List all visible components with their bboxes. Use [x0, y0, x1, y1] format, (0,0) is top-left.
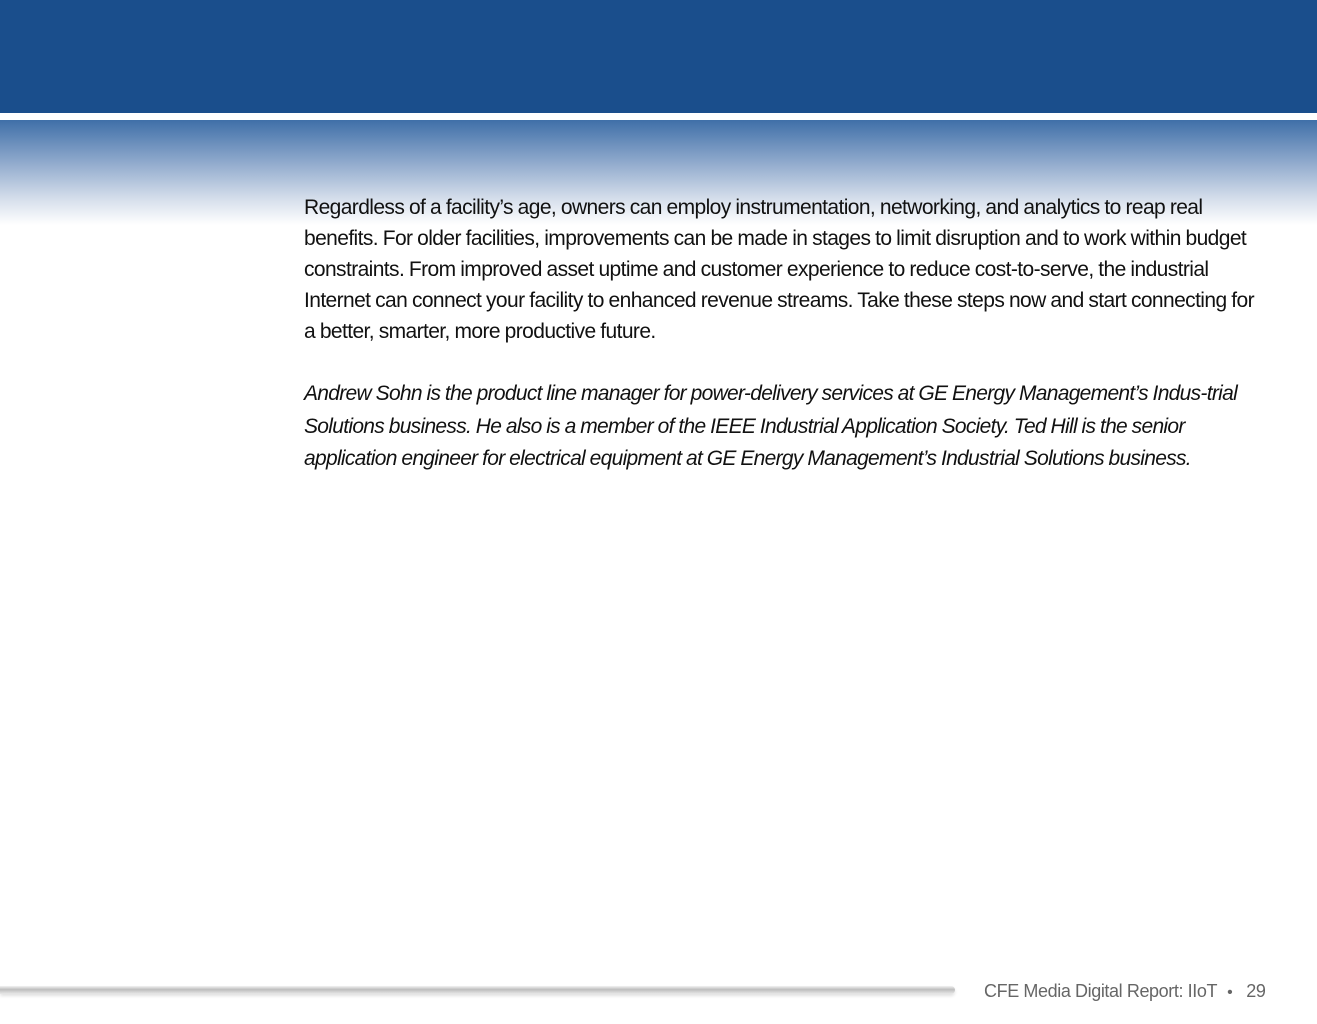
page-footer: [984, 979, 1284, 1005]
footer-separator: •: [1227, 984, 1233, 1001]
body-paragraph: Regardless of a facility’s age, owners can employ instrumentation, networking, and analytics to reap real benefits. For older facilities, improvements can be made in stages to limit disruption and to work within budget constraints. From improved asset uptime and customer experience to reduce cost-to-serve, the industrial Internet can connect your facility to enhanced revenue streams. Take these steps now and start connecting for a better, smarter, more productive future.: [304, 196, 1254, 343]
footer-rule: [0, 986, 955, 994]
page-number: 29: [1246, 981, 1266, 1001]
header-band: [0, 0, 1317, 113]
author-bio: Andrew Sohn is the product line manager for power-delivery services at GE Energy Management’s Indus-trial Solutions business. He also is a member of the IEEE Industrial Application Society. Ted Hill is the senior application engineer for electrical equipment at GE Energy Management’s Industrial Solutions business.: [304, 382, 1238, 470]
publication-name: CFE Media Digital Report: IIoT: [984, 981, 1218, 1001]
header-divider: [0, 113, 1317, 120]
article-content: [304, 192, 1264, 476]
